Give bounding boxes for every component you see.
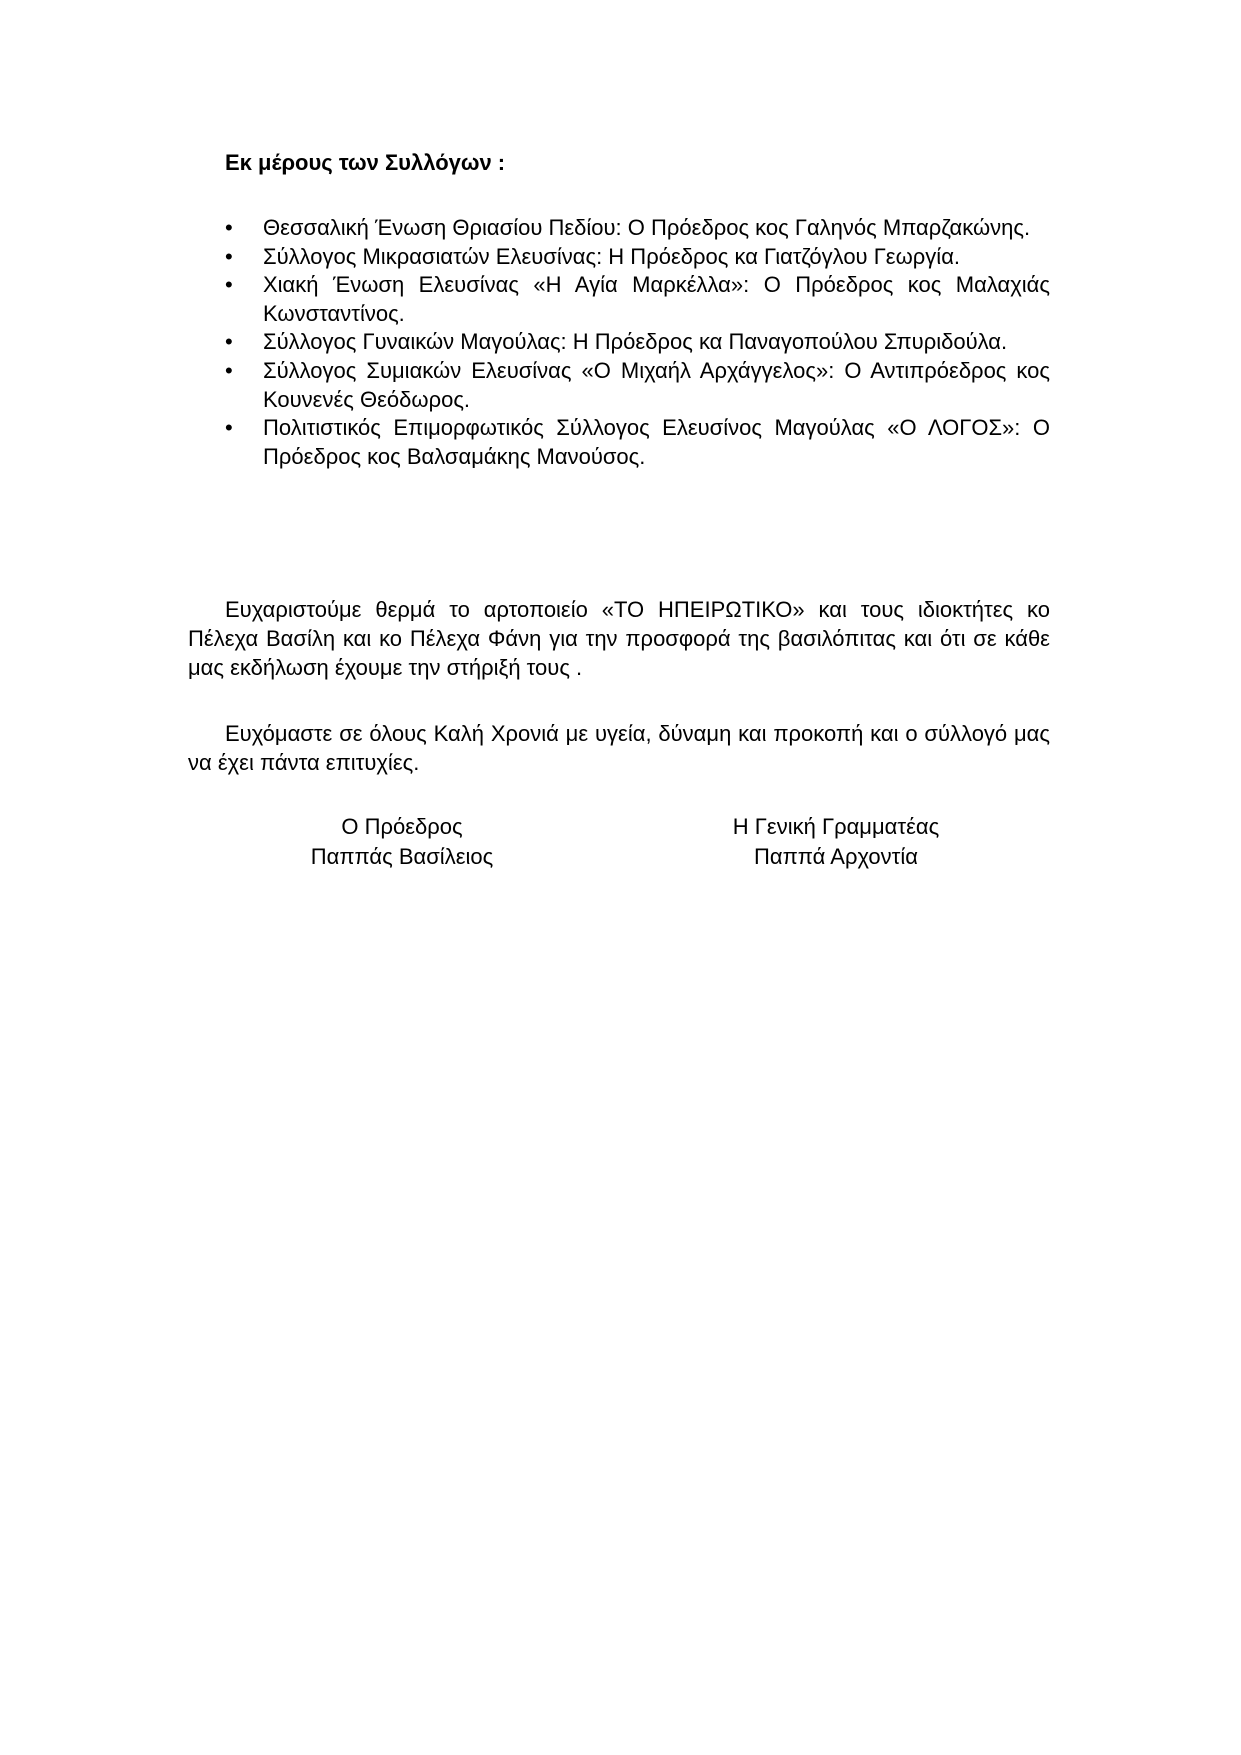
signature-title: Η Γενική Γραμματέας bbox=[732, 814, 940, 839]
association-text: Σύλλογος Γυναικών Μαγούλας: Η Πρόεδρος κα Παναγοπούλου Σπυριδούλα. bbox=[263, 329, 1008, 355]
president-signature bbox=[252, 812, 552, 872]
associations-list bbox=[188, 214, 1050, 471]
association-text: Σύλλογος Μικρασιατών Ελευσίνας: Η Πρόεδρος κα Γιατζόγλου Γεωργία. bbox=[263, 243, 961, 269]
thanks-paragraph: Ευχαριστούμε θερμά το αρτοποιείο «ΤΟ ΗΠΕΙΡΩΤΙΚΟ» και τους ιδιοκτήτες κο Πέλεχα Βασίλη και κο Πέλεχα Φάνη για την προσφορά της βασιλόπιτας και ότι σε κάθε μας εκδήλωση έχουμε την στήριξή τους . bbox=[188, 597, 1050, 680]
association-text: Σύλλογος Συμιακών Ελευσίνας «Ο Μιχαήλ Αρχάγγελος»: Ο Αντιπρόεδρος κος Κουνενές Θεόδωρος. bbox=[263, 357, 1050, 412]
list-item bbox=[188, 414, 1050, 471]
bullet-icon: • bbox=[225, 243, 233, 269]
bullet-icon: • bbox=[225, 415, 233, 441]
list-item bbox=[188, 328, 1050, 357]
association-text: Πολιτιστικός Επιμορφωτικός Σύλλογος Ελευσίνος Μαγούλας «Ο ΛΟΓΟΣ»: Ο Πρόεδρος κος Βαλσαμάκης Μανούσος. bbox=[263, 415, 1050, 469]
list-item bbox=[188, 357, 1050, 414]
bullet-icon: • bbox=[225, 215, 233, 240]
bullet-icon: • bbox=[225, 357, 233, 383]
signature-name: Παππάς Βασίλειος bbox=[310, 844, 494, 869]
association-text: Χιακή Ένωση Ελευσίνας «Η Αγία Μαρκέλλα»: Ο Πρόεδρος κος Μαλαχιάς Κωνσταντίνος. bbox=[263, 272, 1050, 326]
associations-heading: Εκ μέρους των Συλλόγων : bbox=[225, 150, 506, 175]
list-item bbox=[188, 271, 1050, 328]
bullet-icon: • bbox=[225, 272, 233, 298]
wishes-paragraph: Ευχόμαστε σε όλους Καλή Χρονιά με υγεία, δύναμη και προκοπή και ο σύλλογό μας να έχει πάντα επιτυχίες. bbox=[188, 721, 1050, 775]
secretary-signature bbox=[686, 812, 986, 872]
list-item bbox=[188, 243, 1050, 272]
signature-title: Ο Πρόεδρος bbox=[341, 814, 463, 839]
signature-name: Παππά Αρχοντία bbox=[754, 844, 918, 869]
bullet-icon: • bbox=[225, 329, 233, 355]
list-item bbox=[188, 214, 1050, 243]
association-text: Θεσσαλική Ένωση Θριασίου Πεδίου: Ο Πρόεδρος κος Γαληνός Μπαρζακώνης. bbox=[263, 215, 1031, 240]
